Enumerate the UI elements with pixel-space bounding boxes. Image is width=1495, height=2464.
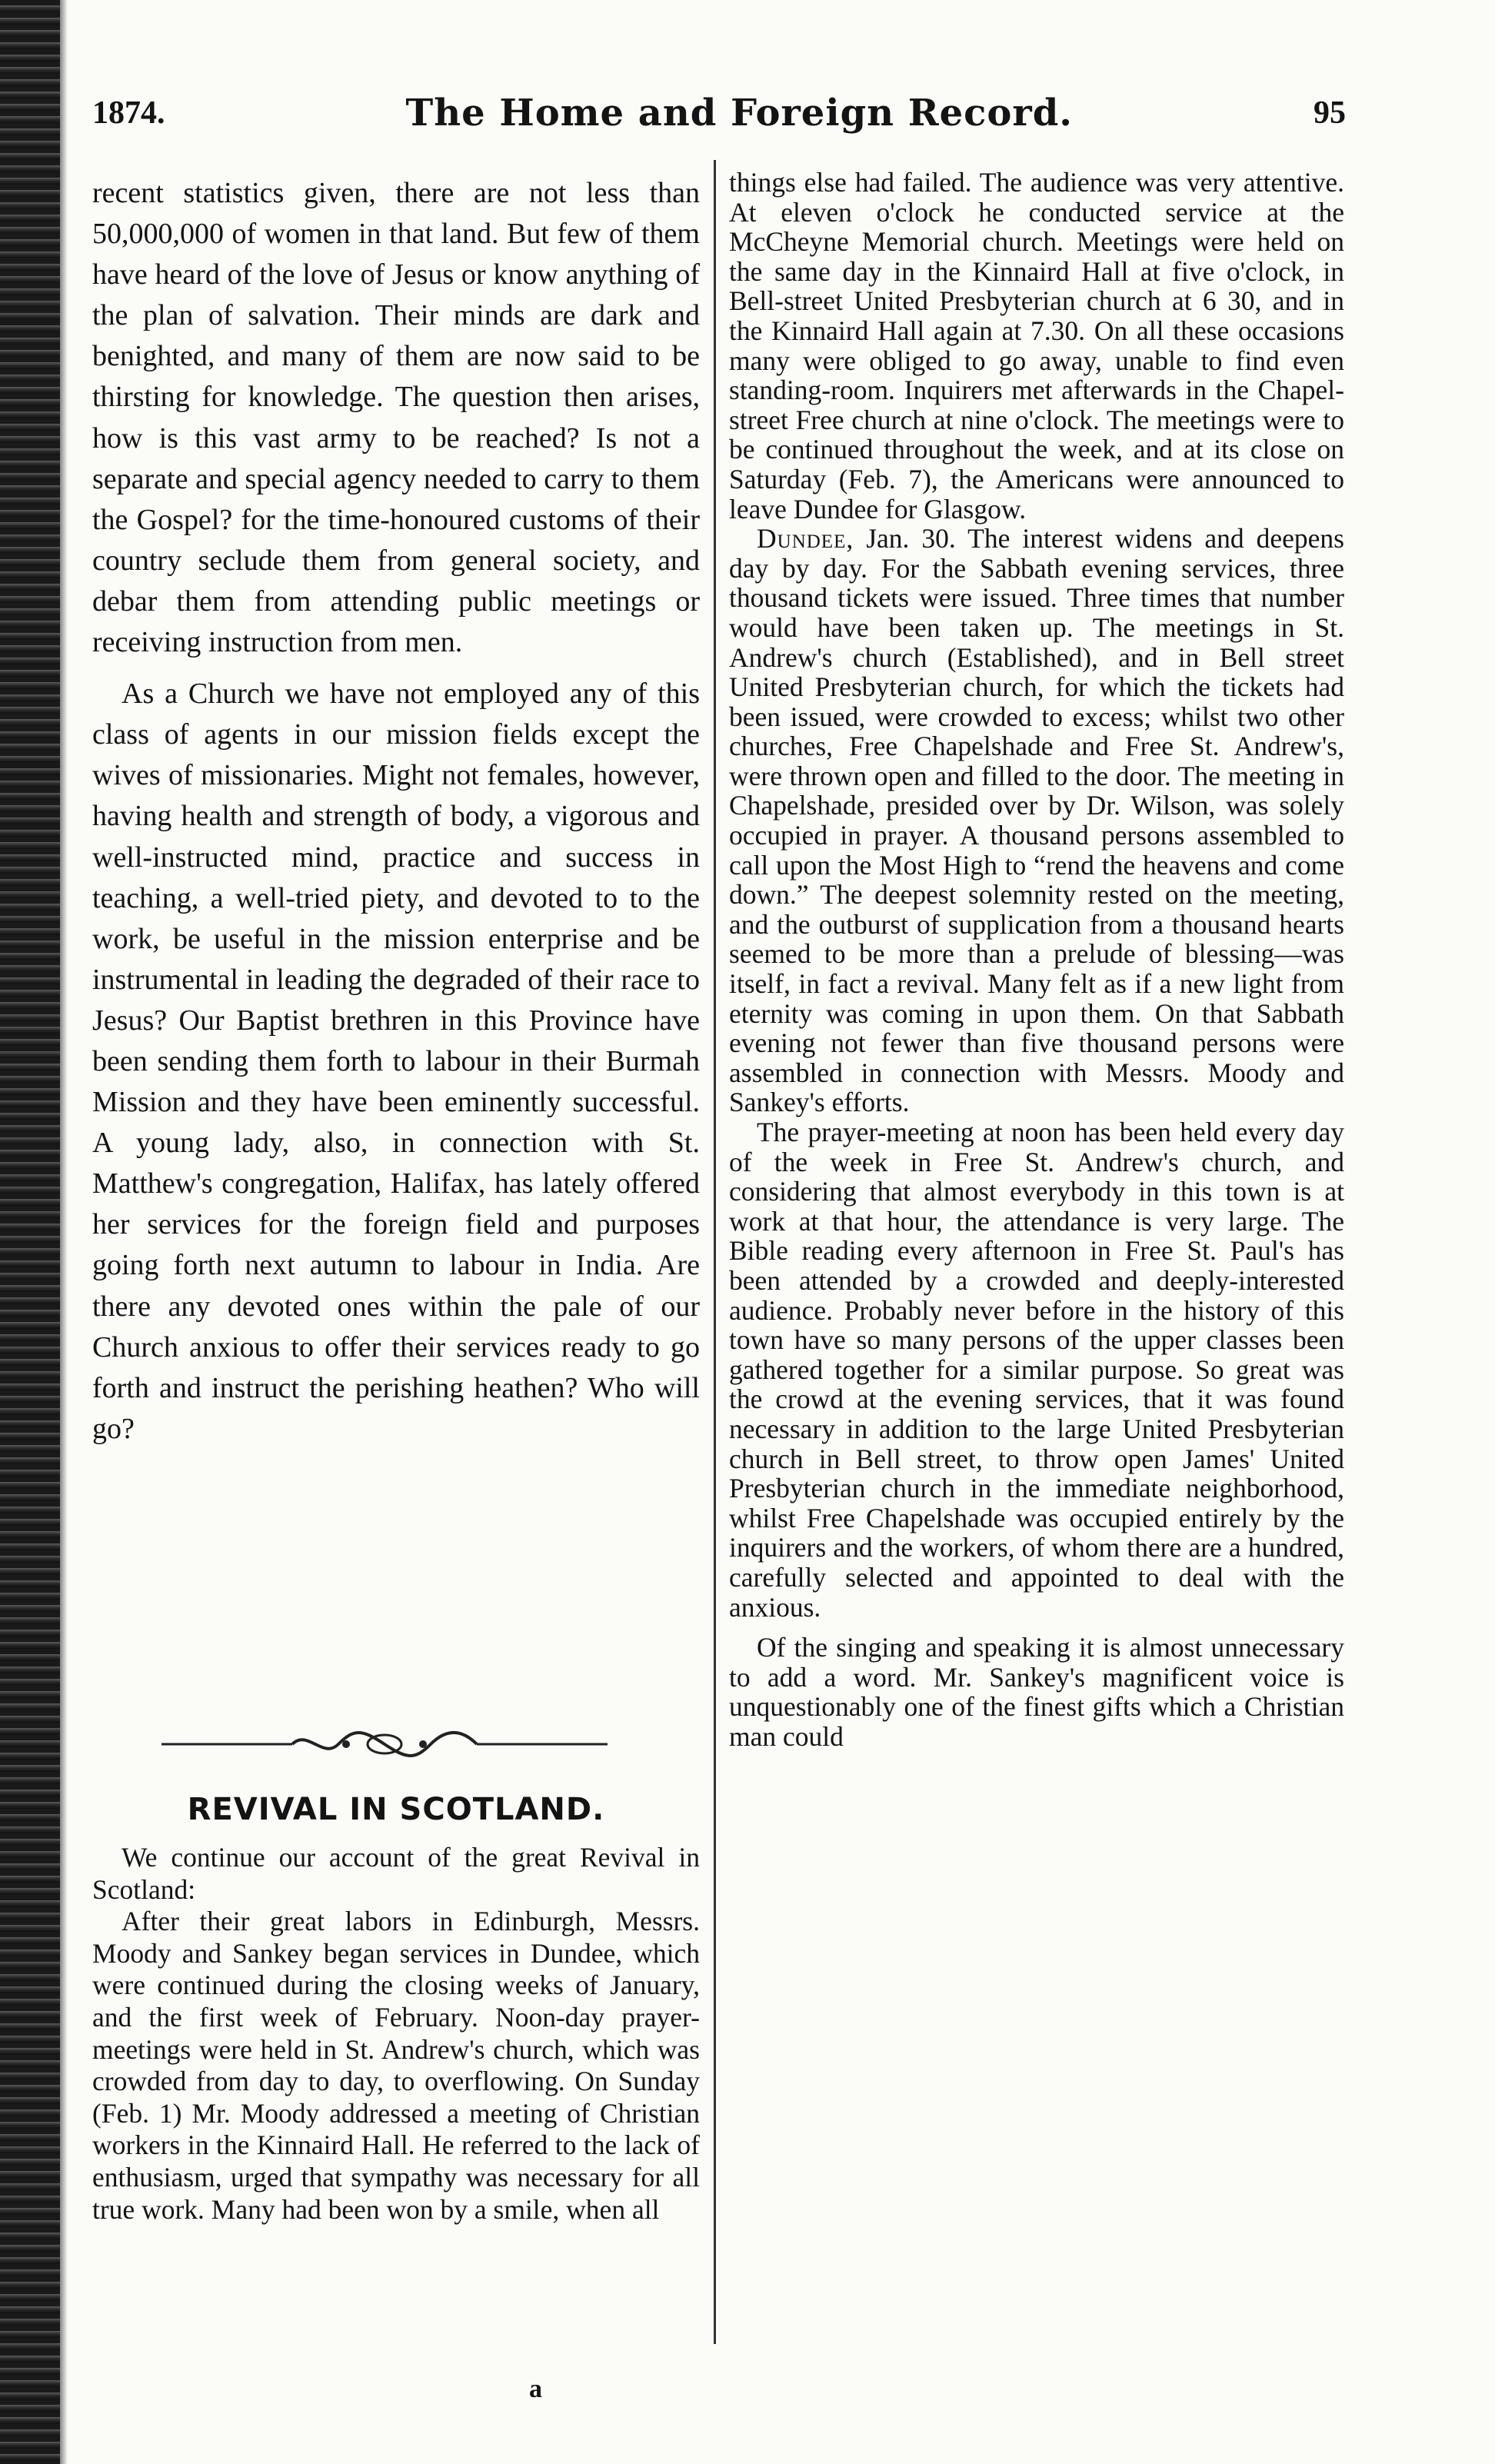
decorative-divider-ornament [161,1721,608,1767]
signature-mark: a [529,2375,542,2403]
right-paragraph-1: things else had failed. The audience was very attentive. At eleven o'clock he conducted service at the McCheyne Memorial church. Meetings were held on the same day in the Kinnaird Hall at five o'clock, in Bell-street United Presbyterian church at 6 30, and in the Kinnaird Hall again at 7.30. On all these occasions many were obliged to go away, unable to find even standing-room. Inquirers met afterwards in the Chapel-street Free church at nine o'clock. The meetings were to be continued throughout the week, and at its close on Saturday (Feb. 7), the Americans were announced to leave Dundee for Glasgow. [729,167,1344,524]
right-column [729,168,1344,1751]
left-paragraph-2: As a Church we have not employed any of this class of agents in our mission fields except the wives of missionaries. Might not females, however, having health and strength of body, a vigorous and well-instructed mind, practice and success in teaching, a well-tried piety, and devoted to to the work, be useful in the mission enterprise and be instrumental in leading the degraded of their race to Jesus? Our Baptist brethren in this Province have been sending them forth to labour in their Burmah Mission and they have been eminently successful. A young lady, also, in connection with St. Matthew's congregation, Halifax, has lately offered her services for the foreign field and purposes going forth next autumn to labour in India. Are there any devoted ones within the pale of our Church anxious to offer their services ready to go forth and instruct the perishing heathen? Who will go? [92,678,700,1445]
page-number: 95 [1313,95,1346,131]
left-paragraph-1: recent statistics given, there are not less than 50,000,000 of women in that land. But few of them have heard of the love of Jesus or know anything of the plan of salvation. Their minds are dark and benighted, and many of them are now said to be thirsting for knowledge. The question then arises, how is this vast army to be reached? Is not a separate and special agency needed to carry to them the Gospel? for the time-honoured customs of their country seclude them from general society, and debar them from attending public meetings or receiving instruction from men. [92,177,700,659]
dateline: Dundee, [757,523,854,554]
journal-title: The Home and Foreign Record. [405,92,1073,135]
section-heading: REVIVAL IN SCOTLAND. [187,1792,605,1827]
running-header [92,86,1346,140]
left-column-bottom [92,1842,700,2226]
book-binding-edge [0,0,60,2464]
right-paragraph-4: Of the singing and speaking it is almost unnecessary to add a word. Mr. Sankey's magnificent voice is unquestionably one of the finest gifts which a Christian man could [729,1632,1344,1752]
column-divider [714,160,716,2344]
left-column-top [92,173,700,1450]
right-paragraph-2-wrapper [729,524,1344,1117]
left-paragraph-4: After their great labors in Edinburgh, Messrs. Moody and Sankey began services in Dundee, which were continued during the closing weeks of January, and the first week of February. Noon-day prayer-meetings were held in St. Andrew's church, which was crowded from day to day, to overflowing. On Sunday (Feb. 1) Mr. Moody addressed a meeting of Christian workers in the Kinnaird Hall. He referred to the lack of enthusiasm, urged that sympathy was necessary for all true work. Many had been won by a smile, when all [92,1906,700,2225]
right-paragraph-2: Jan. 30. The interest widens and deepens day by day. For the Sabbath evening services, three thousand tickets were issued. Three times that number would have been taken up. The meetings in St. Andrew's church (Established), and in Bell street United Presbyterian church, for which the tickets had been issued, were crowded to excess; whilst two other churches, Free Chapelshade and Free St. Andrew's, were thrown open and filled to the door. The meeting in Chapelshade, presided over by Dr. Wilson, was solely occupied in prayer. A thousand persons assembled to call upon the Most High to “rend the heavens and come down.” The deepest solemnity rested on the meeting, and the outburst of supplication from a thousand hearts seemed to be more than a prelude of blessing—was itself, in fact a revival. Many felt as if a new light from eternity was coming in upon them. On that Sabbath evening not fewer than five thousand persons were assembled in connection with Messrs. Moody and Sankey's efforts. [729,523,1344,1118]
right-paragraph-3: The prayer-meeting at noon has been held every day of the week in Free St. Andrew's church, and considering that almost everybody in this town is at work at that hour, the attendance is very large. The Bible reading every afternoon in Free St. Paul's has been attended by a crowded and deeply-interested audience. Probably never before in the history of this town have so many persons of the upper classes been gathered together for a similar purpose. So great was the crowd at the evening services, that it was found necessary in addition to the large United Presbyterian church in Bell street, to throw open James' United Presbyterian church in the immediate neighborhood, whilst Free Chapelshade was occupied entirely by the inquirers and the workers, of whom there are a hundred, carefully selected and appointed to deal with the anxious. [729,1117,1344,1623]
header-year: 1874. [92,95,165,131]
left-paragraph-3: We continue our account of the great Revival in Scotland: [92,1842,700,1905]
